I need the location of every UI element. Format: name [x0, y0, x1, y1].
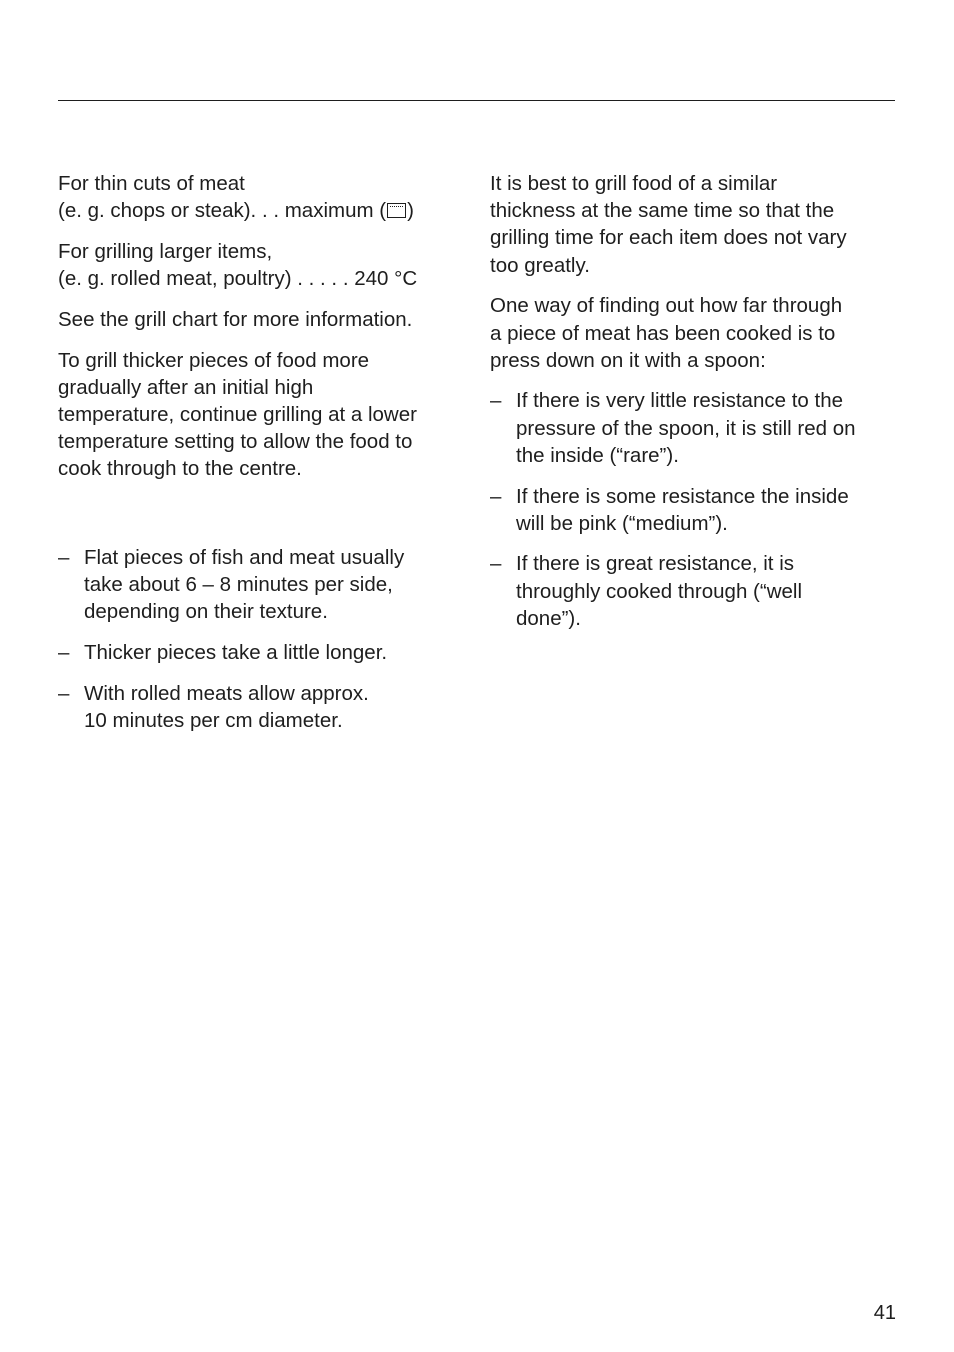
doneness-list: [490, 387, 900, 632]
spoon-test-paragraph: [490, 292, 900, 374]
text-line: the inside (“rare”).: [516, 443, 679, 467]
dash-bullet: –: [58, 641, 70, 665]
text-line: will be pink (“medium”).: [516, 511, 728, 535]
similar-thickness-paragraph: [490, 170, 900, 279]
text-line: To grill thicker pieces of food more: [58, 348, 370, 372]
text-line: If there is great resistance, it is: [516, 552, 795, 576]
thin-cuts-label: For thin cuts of meat: [58, 172, 245, 195]
list-item: [58, 544, 468, 626]
page-number: 41: [873, 1302, 896, 1324]
large-items-value: (e. g. rolled meat, poultry) . . . . . 240 °C: [58, 267, 418, 291]
list-item: [490, 483, 900, 537]
dash-bullet: –: [490, 389, 502, 413]
large-items-setting: [58, 238, 468, 292]
text-line: It is best to grill food of a similar: [490, 172, 778, 195]
text-line: pressure of the spoon, it is still red on: [516, 416, 856, 440]
text-line: press down on it with a spoon:: [490, 348, 766, 372]
see-chart-note: [58, 306, 468, 333]
dash-bullet: –: [490, 484, 502, 508]
right-column: [490, 170, 900, 646]
text-line: If there is some resistance the inside: [516, 484, 849, 508]
text-line: too greatly.: [490, 253, 590, 277]
text-line: If there is very little resistance to the: [516, 389, 843, 413]
dash-bullet: –: [58, 681, 70, 705]
dash-bullet: –: [58, 546, 70, 570]
text-line: Flat pieces of fish and meat usually: [84, 546, 405, 570]
text-line: done”).: [516, 606, 581, 630]
header-rule: [58, 100, 895, 101]
see-chart-text: See the grill chart for more information.: [58, 307, 413, 331]
list-item: [490, 550, 900, 632]
section-gap: [58, 496, 468, 544]
text-line: throughly cooked through (“well: [516, 579, 803, 603]
text-line: thickness at the same time so that the: [490, 199, 835, 223]
text-line: a piece of meat has been cooked is to: [490, 321, 836, 345]
list-item: [490, 387, 900, 469]
text-line: cook through to the centre.: [58, 457, 302, 481]
text-line: grilling time for each item does not vary: [490, 226, 847, 250]
thin-cuts-setting: [58, 170, 468, 224]
oven-grill-icon: [387, 203, 406, 218]
text-line: temperature setting to allow the food to: [58, 430, 413, 454]
dash-bullet: –: [490, 552, 502, 576]
list-item: [58, 639, 468, 666]
left-column: [58, 170, 468, 748]
text-line: With rolled meats allow approx.: [84, 681, 369, 705]
text-line: temperature, continue grilling at a lower: [58, 402, 417, 426]
text-line: depending on their texture.: [84, 600, 328, 624]
large-items-label: For grilling larger items,: [58, 239, 273, 263]
text-line: Thicker pieces take a little longer.: [84, 641, 388, 665]
text-line: 10 minutes per cm diameter.: [84, 709, 343, 733]
grilling-times-list: [58, 544, 468, 734]
text-line: take about 6 – 8 minutes per side,: [84, 573, 393, 597]
list-item: [58, 680, 468, 734]
thin-cuts-value: (e. g. chops or steak). . . maximum (: [58, 199, 387, 223]
text-line: gradually after an initial high: [58, 375, 314, 399]
thin-cuts-value-close: ): [407, 199, 414, 223]
thicker-pieces-paragraph: [58, 347, 468, 483]
thin-cuts-value-line: [58, 197, 468, 224]
text-line: One way of finding out how far through: [490, 294, 843, 318]
